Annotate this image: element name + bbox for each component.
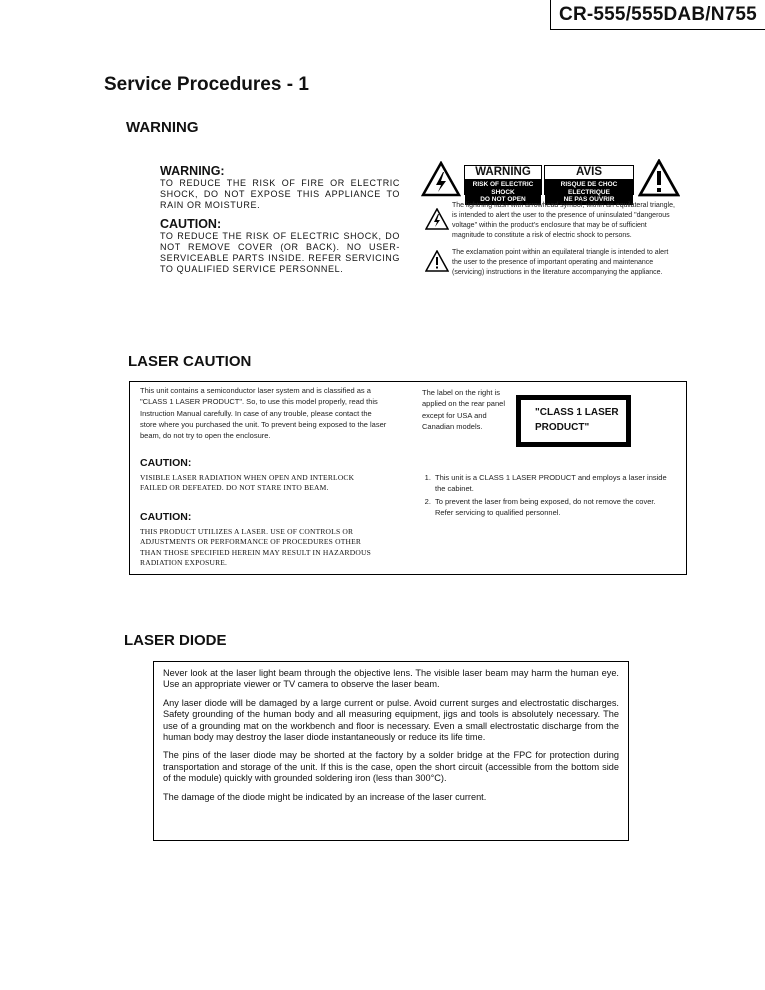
laser-caution-intro: This unit contains a semiconductor laser system and is classified as a "CLASS 1 LASER PRODUCT". So, to use this model properly, read this Instruction Manual carefully. In case of any trouble, please contact the store where you purchased the unit. To prevent being exposed to the laser beam, do not try to open the enclosure.: [140, 386, 387, 441]
laser-diode-heading: LASER DIODE: [124, 632, 227, 649]
avis-label: [544, 165, 634, 203]
warning-text-block: [160, 164, 400, 275]
warning-label: [464, 165, 542, 203]
laser-caution2-heading: CAUTION:: [140, 511, 192, 523]
caution-body: TO REDUCE THE RISK OF ELECTRIC SHOCK, DO NOT REMOVE COVER (OR BACK). NO USER-SERVICEABLE PARTS INSIDE. REFER SERVICING TO QUALIFIED SERVICE PERSONNEL.: [160, 230, 400, 275]
laser-caution1-body: VISIBLE LASER RADIATION WHEN OPEN AND INTERLOCK FAILED OR DEFEATED. DO NOT STARE INTO BEAM.: [140, 473, 355, 493]
warning-section-heading: WARNING: [126, 119, 199, 136]
laser-diode-paragraph: The pins of the laser diode may be shorted at the factory by a solder bridge at the FPC for protection during transportation and storage of the unit. If this is the case, open the short circuit (accessible from the bottom side of the module) quickly with grounded soldering iron (less than 300°C).: [163, 750, 619, 784]
warning-label-line1: RISK OF ELECTRIC SHOCK: [472, 181, 534, 196]
laser-notes-list: [423, 472, 675, 520]
laser-diode-paragraph: Never look at the laser light beam through the objective lens. The visible laser beam may harm the human eye. Use an appropriate viewer or TV camera to observe the laser beam.: [163, 668, 619, 690]
exclamation-warning-icon: [638, 159, 680, 197]
laser-note-item: 2. To prevent the laser from being exposed, do not remove the cover. Refer servicing to qualified personnel.: [433, 496, 675, 518]
lightning-symbol-description: The lightning flash with arrowhead symbol, within an equilateral triangle, is intended to alert the user to the presence of uninsulated "dangerous voltage" within the product's enclosure that may be of sufficient magnitude to constitute a risk of electric shock to persons.: [452, 202, 675, 239]
lightning-warning-icon: [421, 161, 461, 197]
class-1-laser-product-label: [516, 395, 631, 447]
small-lightning-icon: [425, 208, 449, 230]
model-number-tab: CR-555/555DAB/N755: [550, 0, 765, 30]
laser-diode-paragraph: Any laser diode will be damaged by a large current or pulse. Avoid current surges and electrostatic discharges. Safety grounding of the human body and all measuring equipment, jigs and tools is absolutely necessary. The use of a grounding mat on the workbench and floor is necessary. Even a small electrostatic discharge from the human body may destroy the laser diode instantaneously or reduce its life time.: [163, 697, 619, 743]
warning-label-line2: DO NOT OPEN: [480, 196, 526, 203]
laser-label-note: The label on the right is applied on the rear panel except for USA and Canadian models.: [422, 388, 505, 431]
laser-diode-paragraph: The damage of the diode might be indicated by an increase of the laser current.: [163, 791, 487, 802]
avis-label-title: AVIS: [545, 166, 633, 180]
laser-caution2-body: THIS PRODUCT UTILIZES A LASER. USE OF CONTROLS OR ADJUSTMENTS OR PERFORMANCE OF PROCEDURES OTHER THAN THOSE SPECIFIED HEREIN MAY RESULT IN HAZARDOUS RADIATION EXPOSURE.: [140, 527, 371, 568]
exclamation-symbol-description: The exclamation point within an equilateral triangle is intended to alert the user to the presence of important operating and maintenance (servicing) instructions in the literature accompanying the appliance.: [452, 249, 669, 276]
warning-body: TO REDUCE THE RISK OF FIRE OR ELECTRIC SHOCK, DO NOT EXPOSE THIS APPLIANCE TO RAIN OR MOISTURE.: [160, 178, 400, 211]
class-label-line2: PRODUCT": [535, 422, 590, 433]
avis-label-line2: NE PAS OUVRIR: [563, 196, 615, 203]
avis-label-line1: RISQUE DE CHOC ELECTRIQUE: [560, 181, 618, 196]
laser-note-item: 1. This unit is a CLASS 1 LASER PRODUCT and employs a laser inside the cabinet.: [433, 472, 675, 494]
class-label-line1: "CLASS 1 LASER: [535, 407, 619, 418]
page-title: Service Procedures - 1: [104, 74, 309, 95]
laser-caution-heading: LASER CAUTION: [128, 353, 252, 370]
warning-label-title: WARNING: [465, 166, 541, 180]
laser-caution1-heading: CAUTION:: [140, 457, 192, 469]
laser-diode-box: [153, 661, 629, 841]
small-exclamation-icon: [425, 250, 449, 272]
caution-subheading: CAUTION:: [160, 216, 222, 231]
warning-subheading: WARNING:: [160, 164, 225, 178]
